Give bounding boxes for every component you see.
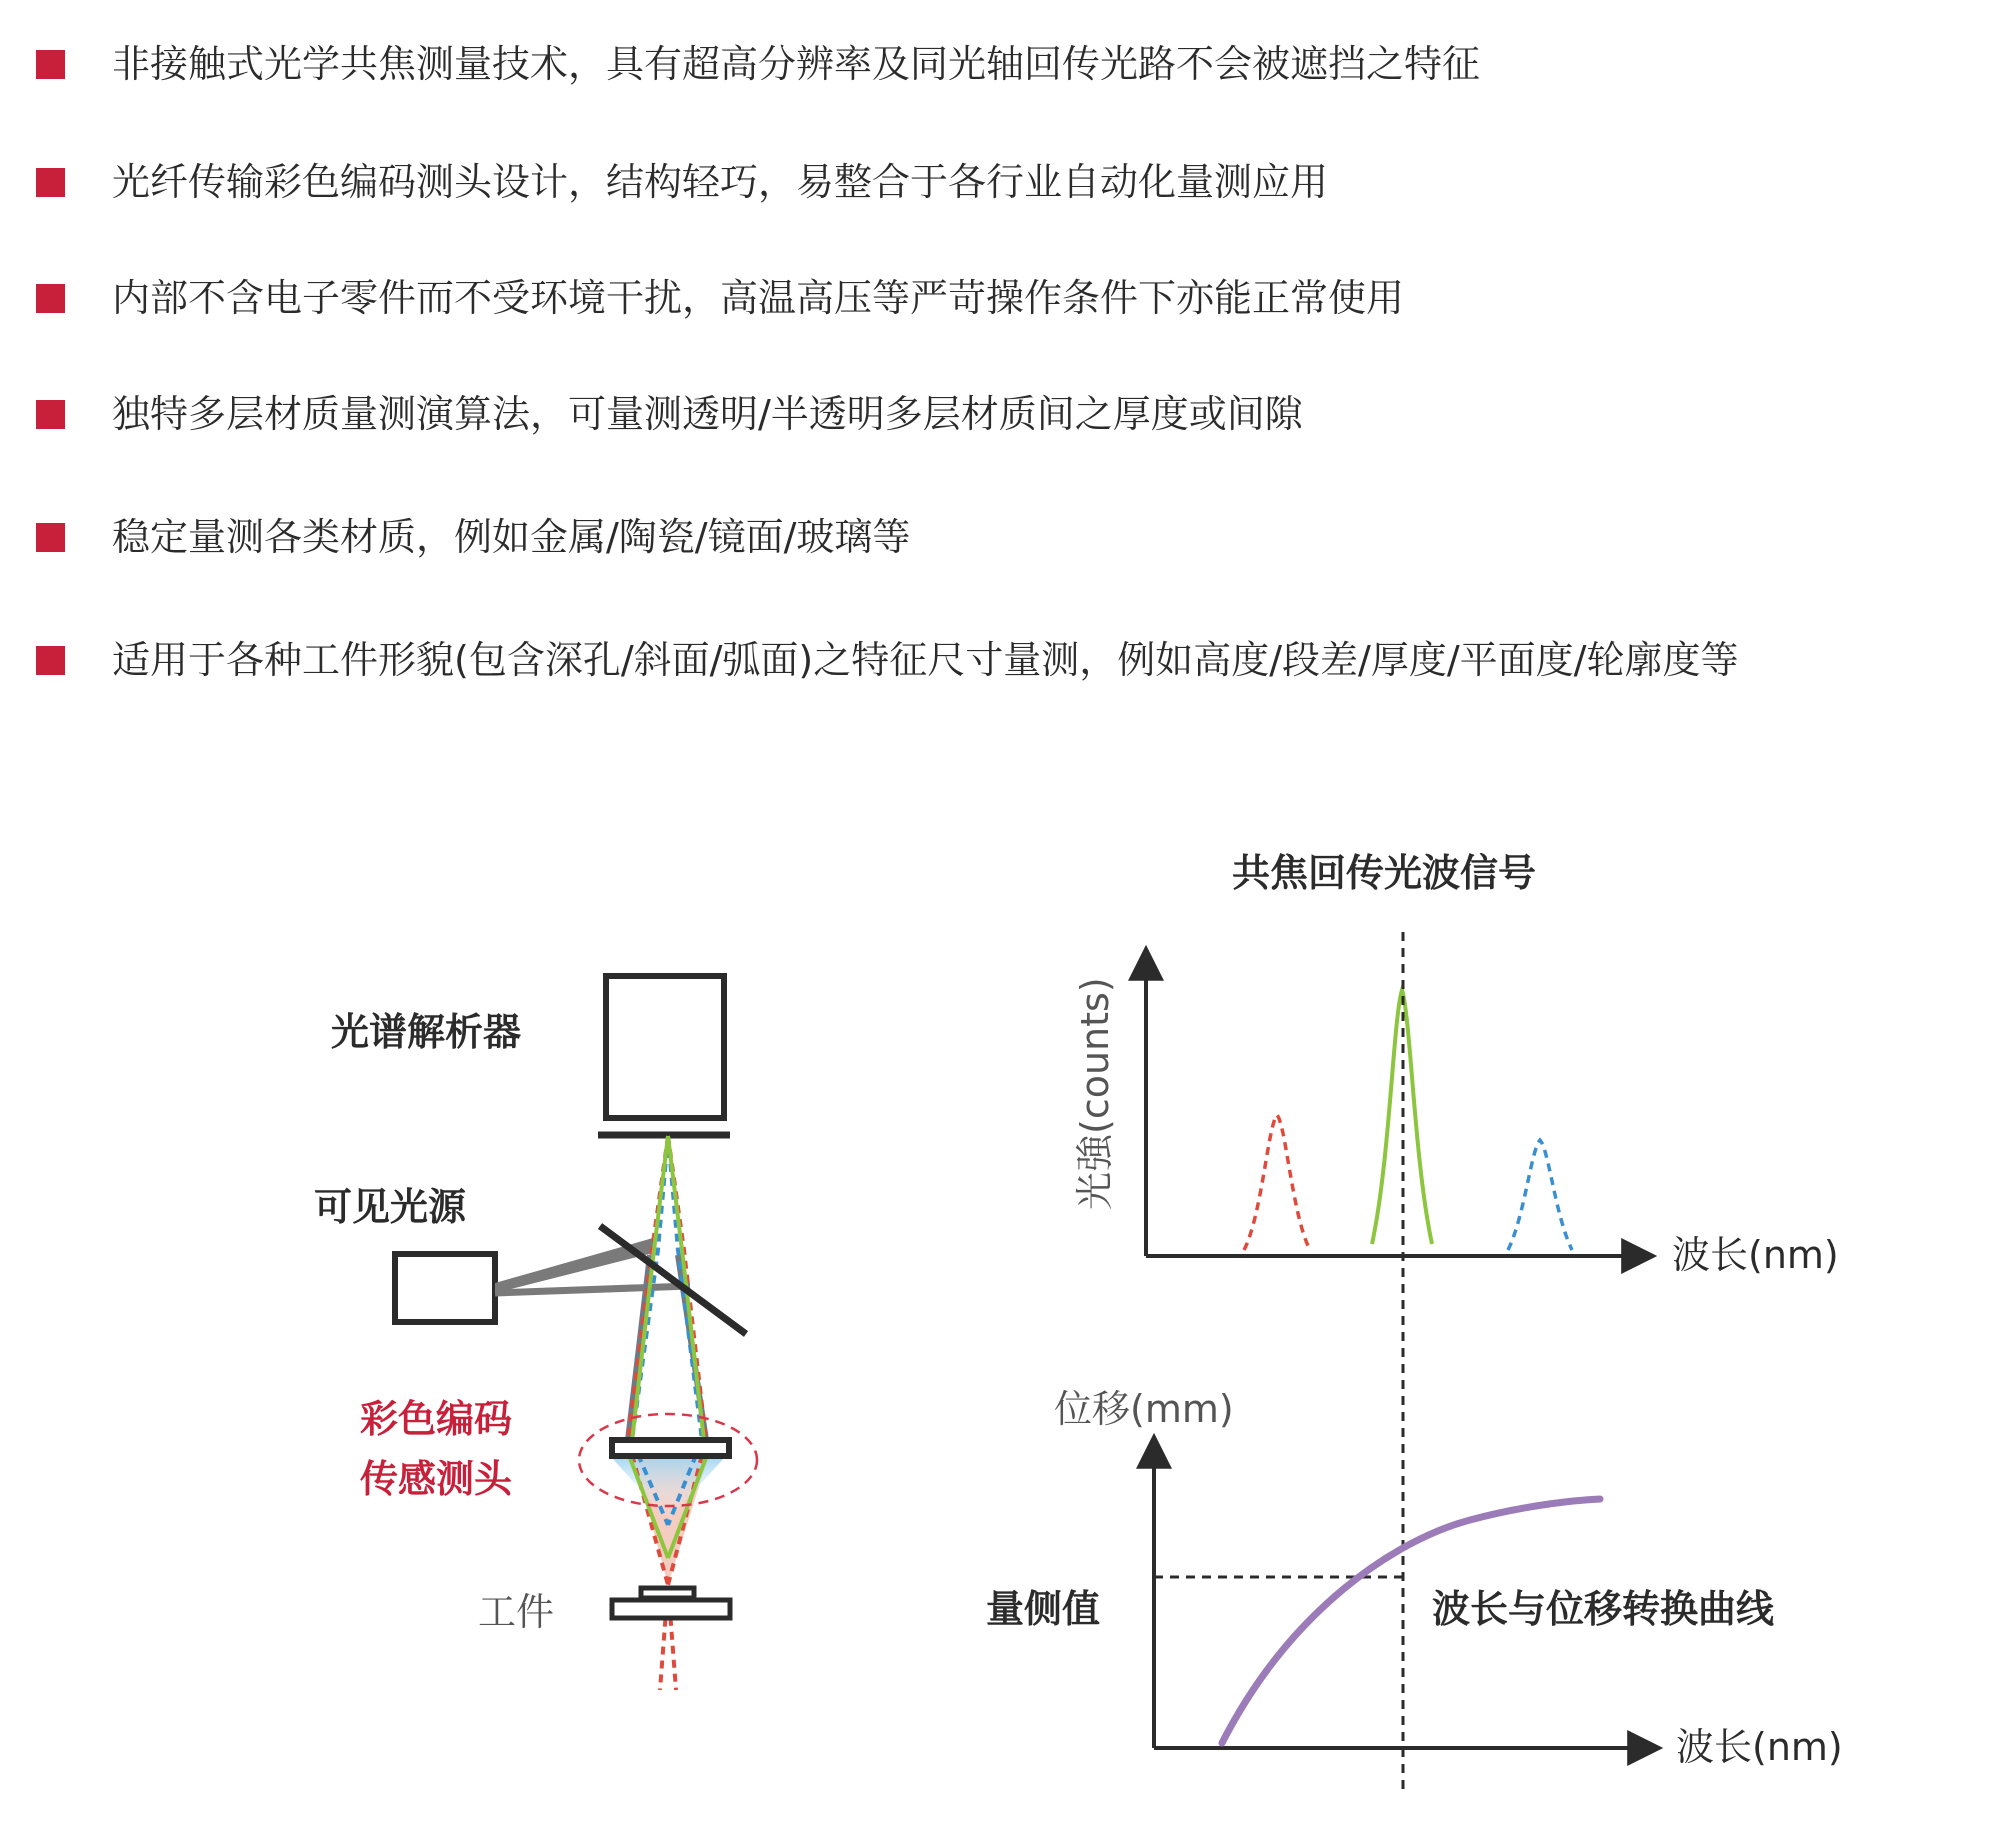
probe-label-line1: 彩色编码 xyxy=(360,1397,513,1441)
feature-text: 稳定量测各类材质，例如金属/陶瓷/镜面/玻璃等 xyxy=(112,515,911,559)
workpiece-base xyxy=(612,1600,730,1618)
blue-peak xyxy=(1508,1140,1572,1250)
feature-text: 适用于各种工件形貌(包含深孔/斜面/弧面)之特征尺寸量测，例如高度/段差/厚度/平面度/轮廓度等 xyxy=(112,638,1739,682)
light-source-label: 可见光源 xyxy=(314,1185,467,1229)
spectrometer-box xyxy=(606,976,724,1118)
signal-chart-title: 共焦回传光波信号 xyxy=(1232,851,1537,895)
feature-text: 独特多层材质量测演算法，可量测透明/半透明多层材质间之厚度或间隙 xyxy=(112,392,1303,436)
probe-label-line2: 传感测头 xyxy=(360,1457,513,1501)
measured-value-label: 量侧值 xyxy=(986,1587,1101,1631)
probe-glow xyxy=(612,1458,724,1520)
feature-text: 非接触式光学共焦测量技术，具有超高分辨率及同光轴回传光路不会被遮挡之特征 xyxy=(112,42,1481,86)
probe-lens xyxy=(612,1440,729,1456)
signal-y-label: 光強(counts) xyxy=(1073,977,1117,1210)
signal-x-label: 波长(nm) xyxy=(1672,1233,1839,1277)
feature-text: 内部不含电子零件而不受环境干扰，高温高压等严苛操作条件下亦能正常使用 xyxy=(112,276,1405,320)
beam-splitter xyxy=(600,1226,746,1334)
curve-label: 波长与位移转换曲线 xyxy=(1432,1587,1775,1631)
light-source-box xyxy=(395,1254,495,1322)
workpiece-top xyxy=(641,1588,694,1598)
spectrometer-label: 光谱解析器 xyxy=(331,1010,522,1054)
red-peak xyxy=(1244,1115,1310,1250)
displacement-x-label: 波长(nm) xyxy=(1676,1725,1843,1769)
feature-text: 光纤传输彩色编码测头设计，结构轻巧，易整合于各行业自动化量测应用 xyxy=(112,160,1329,204)
workpiece-label: 工件 xyxy=(478,1590,555,1634)
optical-schematic xyxy=(314,976,757,1690)
light-source-beam-lower xyxy=(495,1286,690,1293)
displacement-chart xyxy=(986,1387,1843,1769)
signal-chart xyxy=(1073,851,1839,1277)
displacement-y-label: 位移(mm) xyxy=(1054,1387,1234,1431)
